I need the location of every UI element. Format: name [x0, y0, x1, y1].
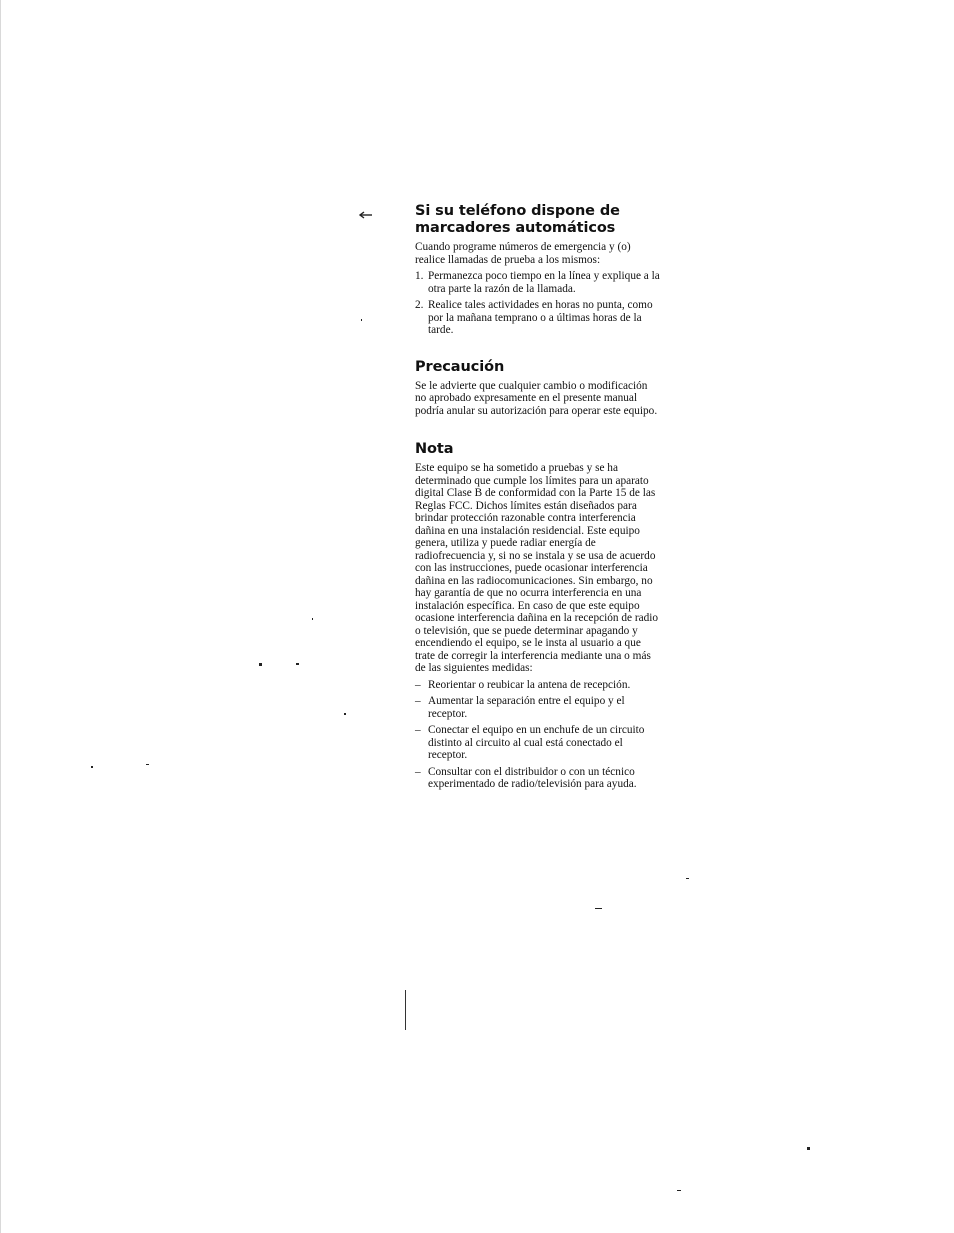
title-line-1: Si su teléfono dispone de — [415, 203, 620, 219]
title-line-2: marcadores automáticos — [415, 220, 616, 236]
section-autodialer — [415, 203, 660, 237]
list-marker: 2. — [415, 299, 424, 311]
section-title-autodialer — [415, 203, 660, 237]
list-item — [415, 679, 660, 692]
autodialer-list — [415, 270, 660, 337]
arrow-icon — [359, 210, 373, 220]
list-item-text: Permanezca poco tiempo en la línea y explique a la otra parte la razón de la llamada. — [428, 270, 660, 295]
list-item-text: Consultar con el distribuidor o con un técnico experimentado de radio/televisión para ayuda. — [428, 765, 637, 790]
list-item — [415, 766, 660, 791]
measures-list — [415, 679, 660, 791]
margin-rule — [405, 990, 406, 1030]
list-item-text: Reorientar o reubicar la antena de recepción. — [428, 678, 631, 691]
content-column — [415, 203, 660, 795]
precaution-body: Se le advierte que cualquier cambio o modificación no aprobado expresamente en el presente manual podría anular su autorización para operar este equipo. — [415, 379, 658, 417]
list-marker: – — [415, 765, 421, 778]
note-body: Este equipo se ha sometido a pruebas y se ha determinado que cumple los límites para un aparato digital Clase B de conformidad con la Parte 15 de las Reglas FCC. Dichos límites están diseñados para brindar protección razonable contra interferencia dañina en una instalación residencial. Este equipo genera, utiliza y puede radiar energía de radiofrecuencia y, si no se instala y se usa de acuerdo con las instrucciones, puede ocasionar interferencia dañina en las radiocomunicaciones. Sin embargo, no hay garantía de que no ocurra interferencia en una instalación específica. En caso de que este equipo ocasione interferencia dañina en la recepción de radio o televisión, que se puede determinar apagando y encendiendo el equipo, se le insta al usuario a que trate de corregir la interferencia mediante una o más de las siguientes medidas: — [415, 462, 659, 674]
list-item — [415, 724, 660, 762]
list-marker: – — [415, 678, 421, 691]
list-item-text: Conectar el equipo en un enchufe de un circuito distinto al circuito al cual está conectado el receptor. — [428, 724, 645, 761]
list-item-text: Realice tales actividades en horas no punta, como por la mañana temprano o a últimas horas de la tarde. — [428, 299, 653, 336]
list-marker: – — [415, 695, 421, 707]
list-item — [415, 270, 660, 295]
section-title-note: Nota — [415, 441, 454, 457]
list-marker: 1. — [415, 270, 424, 282]
list-item-text: Aumentar la separación entre el equipo y el receptor. — [428, 695, 625, 720]
autodialer-intro: Cuando programe números de emergencia y (o) realice llamadas de prueba a los mismos: — [415, 241, 631, 266]
list-item — [415, 299, 660, 337]
section-title-precaution: Precaución — [415, 358, 505, 375]
list-marker: – — [415, 724, 421, 736]
list-item — [415, 695, 660, 720]
page-edge-shadow — [0, 0, 1, 1233]
